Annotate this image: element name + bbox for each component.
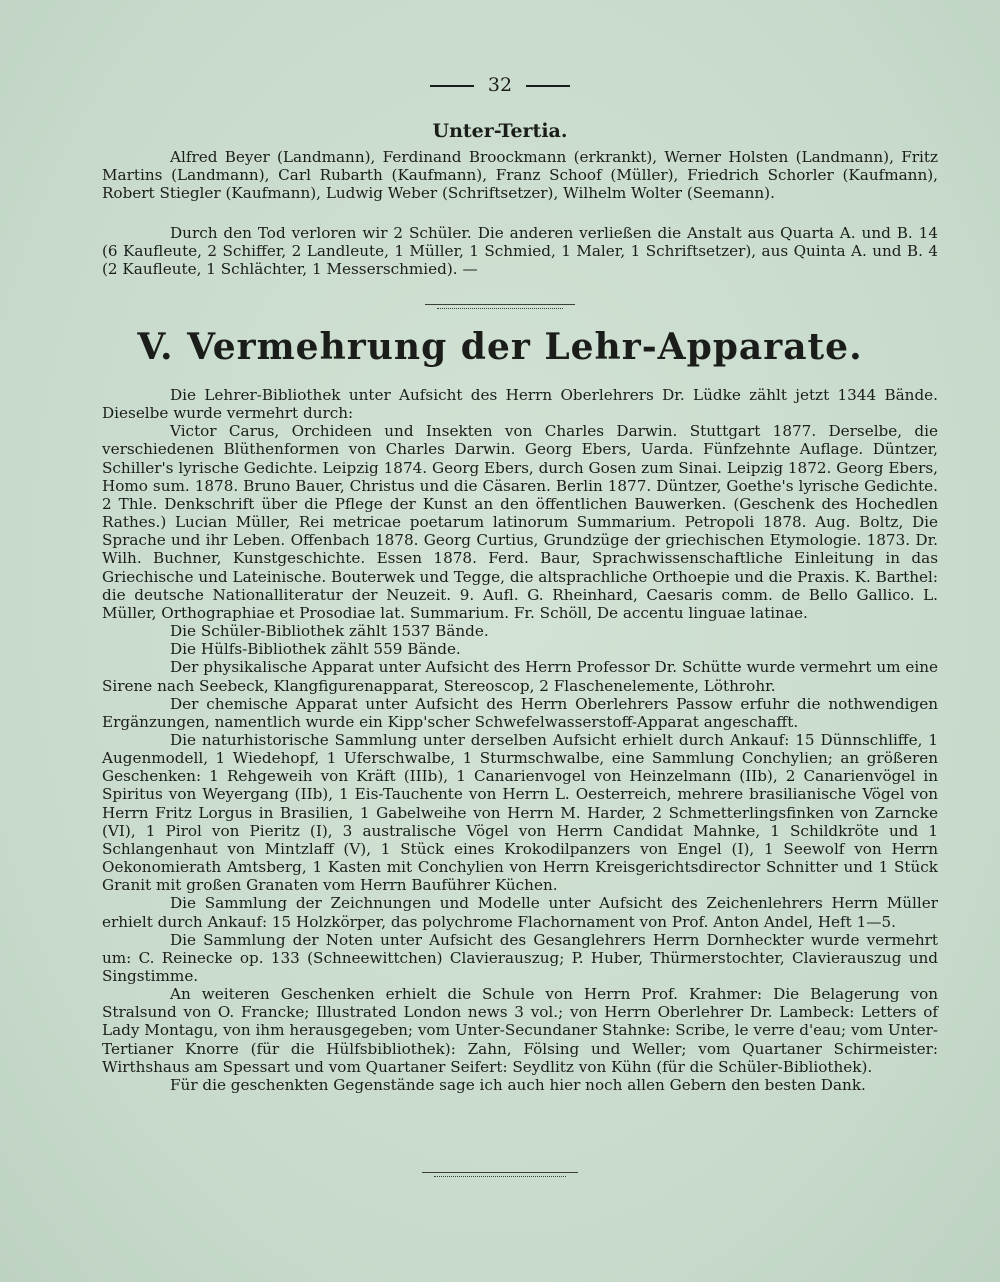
paragraph-geschenke: An weiteren Geschenken erhielt die Schule von Herrn Prof. Krahmer: Die Belagerung von Stralsund von O. Francke; Illustrated London news 3 vol.; von Herrn Oberlehrer Dr. Lambeck: Letters of Lady Montagu, von ihm herausgegeben; vom Unter-Secundaner Stahnke: Scribe, le verre d'eau; vom Unter-Tertianer Knorre (für die Hülfsbibliothek): Zahn, Fölsing und Weller; vom Quartaner Schirmeister: Wirthshaus am Spessart und vom Quartaner Seifert: Seydlitz von Kühn (für die Schüler-Bibliothek).	[102, 985, 938, 1076]
paragraph-lehrer-bibliothek: Die Lehrer-Bibliothek unter Aufsicht des Herrn Oberlehrers Dr. Lüdke zählt jetzt 1344 Bände. Dieselbe wurde vermehrt durch:	[102, 386, 938, 423]
paragraph-noten: Die Sammlung der Noten unter Aufsicht des Gesanglehrers Herrn Dornheckter wurde vermehrt um: C. Reinecke op. 133 (Schneewittchen) Clavierauszug; P. Huber, Thürmerstochter, Clavierauszug und Singstimme.	[102, 930, 938, 985]
students-paragraph: Alfred Beyer (Landmann), Ferdinand Broockmann (erkrankt), Werner Holsten (Landmann), Fritz Martins (Landmann), Carl Rubarth (Kaufmann), Franz Schoof (Müller), Friedrich Schorler (Kaufmann), Robert Stiegler (Kaufmann), Ludwig Weber (Schriftsetzer), Wilhelm Wolter (Seemann).	[102, 148, 938, 203]
section-divider-top	[425, 304, 575, 305]
paragraph-zeichnungen: Die Sammlung der Zeichnungen und Modelle unter Aufsicht des Zeichenlehrers Herrn Müller erhielt durch Ankauf: 15 Holzkörper, das polychrome Flachornament von Prof. Anton Andel, Heft 1—5.	[102, 894, 938, 931]
paragraph-dank: Für die geschenkten Gegenstände sage ich auch hier noch allen Gebern den besten Dank.	[170, 1075, 866, 1094]
section-v-heading: V. Vermehrung der Lehr-Apparate.	[137, 326, 863, 368]
section-divider-bottom	[422, 1172, 578, 1173]
paragraph-chemisch: Der chemische Apparat unter Aufsicht des Herrn Oberlehrers Passow erfuhr die nothwendigen Ergänzungen, namentlich wurde ein Kipp'scher Schwefelwasserstoff-Apparat angeschafft.	[102, 694, 938, 731]
paragraph-physikalisch: Der physikalische Apparat unter Aufsicht des Herrn Professor Dr. Schütte wurde vermehrt um eine Sirene nach Seebeck, Klangfigurenapparat, Stereoscop, 2 Flaschenelemente, Löthrohr.	[102, 658, 938, 695]
departures-block	[102, 224, 938, 278]
departures-paragraph: Durch den Tod verloren wir 2 Schüler. Die anderen verließen die Anstalt aus Quarta A. und B. 14 (6 Kaufleute, 2 Schiffer, 2 Landleute, 1 Müller, 1 Schmied, 1 Maler, 1 Schriftsetzer), aus Quinta A. und B. 4 (2 Kaufleute, 1 Schlächter, 1 Messerschmied). —	[102, 224, 938, 279]
page-number-dash-left	[430, 85, 474, 87]
section-v-body	[102, 386, 938, 1094]
unter-tertia-students	[102, 148, 938, 202]
paragraph-book-list: Victor Carus, Orchideen und Insekten von Charles Darwin. Stuttgart 1877. Derselbe, die verschiedenen Blüthenformen von Charles Darwin. Georg Ebers, Uarda. Fünfzehnte Auflage. Düntzer, Schiller's lyrische Gedichte. Leipzig 1874. Georg Ebers, durch Gosen zum Sinai. Leipzig 1872. Georg Ebers, Homo sum. 1878. Bruno Bauer, Christus und die Cäsaren. Berlin 1877. Düntzer, Goethe's lyrische Gedichte. 2 Thle. Denkschrift über die Pflege der Kunst an den öffentlichen Bauwerken. (Geschenk des Hochedlen Rathes.) Lucian Müller, Rei metricae poetarum latinorum Summarium. Petropoli 1878. Aug. Boltz, Die Sprache und ihr Leben. Offenbach 1878. Georg Curtius, Grundzüge der griechischen Etymologie. 1873. Dr. Wilh. Buchner, Kunstgeschichte. Essen 1878. Ferd. Baur, Sprachwissenschaftliche Einleitung in das Griechische und Lateinische. Bouterwek und Tegge, die altsprachliche Orthoepie und die Praxis. K. Barthel: die deutsche Nationalliteratur der Neuzeit. 9. Aufl. G. Rheinhard, Caesaris comm. de Bello Gallico. L. Müller, Orthographiae et Prosodiae lat. Summarium. Fr. Schöll, De accentu linguae latinae.	[102, 422, 938, 622]
unter-tertia-heading: Unter-Tertia.	[432, 120, 568, 142]
paragraph-naturhistorisch: Die naturhistorische Sammlung unter derselben Aufsicht erhielt durch Ankauf: 15 Dünnschliffe, 1 Augenmodell, 1 Wiedehopf, 1 Uferschwalbe, 1 Sturmschwalbe, eine Sammlung Conchylien; an größeren Geschenken: 1 Rehgeweih von Kräft (IIIb), 1 Canarienvogel von Heinzelmann (IIb), 2 Canarienvögel in Spiritus von Weyergang (IIb), 1 Eis-Tauchente von Herrn L. Oesterreich, mehrere brasilianische Vögel von Herrn Fritz Lorgus in Brasilien, 1 Gabelweihe von Herrn M. Harder, 2 Schmetterlingsfinken von Zarncke (VI), 1 Pirol von Pieritz (I), 3 australische Vögel von Herrn Candidat Mahnke, 1 Schildkröte und 1 Schlangenhaut von Mintzlaff (V), 1 Stück eines Krokodilpanzers von Engel (I), 1 Seewolf von Herrn Oekonomierath Amtsberg, 1 Kasten mit Conchylien von Herrn Kreisgerichtsdirector Schnitter und 1 Stück Granit mit großen Granaten vom Herrn Bauführer Küchen.	[102, 730, 938, 895]
paragraph-huelfs-bibliothek: Die Hülfs-Bibliothek zählt 559 Bände.	[170, 640, 461, 659]
page-number: 32	[0, 74, 1000, 96]
page-number-dash-right	[526, 85, 570, 87]
paragraph-schueler-bibliothek: Die Schüler-Bibliothek zählt 1537 Bände.	[170, 622, 489, 641]
